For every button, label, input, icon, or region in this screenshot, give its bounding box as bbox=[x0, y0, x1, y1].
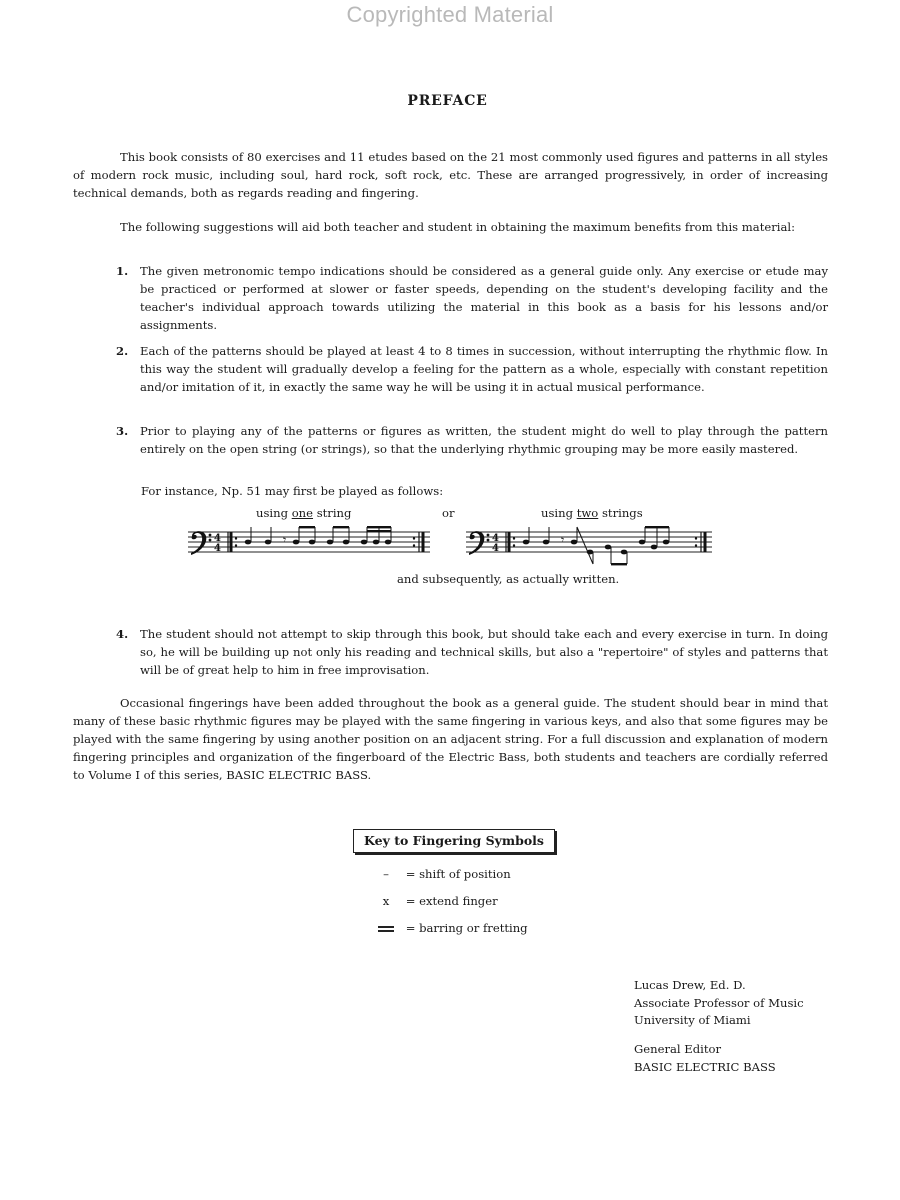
label-two-strings: using two strings bbox=[541, 506, 643, 520]
svg-text:𝄾: 𝄾 bbox=[283, 533, 287, 547]
time-signature bbox=[214, 533, 221, 554]
key-heading: Key to Fingering Symbols bbox=[353, 829, 555, 853]
list-item-number: 4. bbox=[116, 627, 129, 641]
example-caption: and subsequently, as actually written. bbox=[397, 572, 620, 586]
suggestions-paragraph: The following suggestions will aid both teacher and student in obtaining the maximum benefits from this material: bbox=[120, 220, 796, 234]
watermark: Copyrighted Material bbox=[346, 2, 554, 27]
svg-text:𝄾: 𝄾 bbox=[561, 533, 565, 547]
page-title: PREFACE bbox=[407, 93, 488, 109]
bass-clef-icon bbox=[191, 531, 211, 555]
example-intro: For instance, Np. 51 may first be played as follows: bbox=[141, 484, 444, 498]
svg-text:4: 4 bbox=[214, 543, 221, 554]
list-item bbox=[116, 625, 828, 679]
music-staff-two-strings bbox=[466, 522, 718, 568]
key-row-extend bbox=[370, 894, 498, 908]
list-item bbox=[116, 422, 828, 458]
list-item-number: 3. bbox=[116, 424, 129, 438]
author-name: Lucas Drew, Ed. D. bbox=[634, 978, 746, 992]
svg-text:4: 4 bbox=[214, 533, 221, 544]
label-one-string: using one string bbox=[256, 506, 352, 520]
series-name: BASIC ELECTRIC BASS bbox=[634, 1059, 776, 1074]
fingerings-paragraph: Occasional fingerings have been added throughout the book as a general guide. The student should bear in mind that many of these basic rhythmic figures may be played with the same fingering in various keys, and also that some figures may be played with the same fingering by using another position on an adjacent string. For a full discussion and explanation of modern fingering principles and organization of the fingerboard of the Electric Bass, both students and teachers are cordially referred to Volume I of this series, BASIC ELECTRIC BASS. bbox=[73, 696, 828, 782]
shift-symbol: – bbox=[383, 867, 389, 881]
svg-text:4: 4 bbox=[492, 543, 499, 554]
time-signature bbox=[492, 533, 499, 554]
extend-symbol: x bbox=[382, 894, 390, 908]
svg-text:4: 4 bbox=[492, 533, 499, 544]
editor-role: General Editor bbox=[634, 1042, 722, 1056]
list-item-text: Each of the patterns should be played at least 4 to 8 times in succession, without interrupting the rhythmic flow. In this way the student will gradually develop a feeling for the pattern as a whole, especially with constant repetition and/or imitation of it, in exactly the same way he will be using it in actual musical performance. bbox=[140, 344, 828, 394]
author-institution: University of Miami bbox=[634, 1013, 751, 1027]
signature-block bbox=[634, 977, 804, 1030]
list-item-text: The student should not attempt to skip through this book, but should take each and every exercise in turn. In doing so, he will be building up not only his reading and technical skills, but also a "repertoire" of styles and patterns that will be of great help to him in free improvisation. bbox=[140, 627, 828, 677]
key-row-shift bbox=[370, 867, 511, 881]
intro-paragraph: This book consists of 80 exercises and 11 etudes based on the 21 most commonly used figures and patterns in all styles of modern rock music, including soul, hard rock, soft rock, etc. These are arranged progressively, in order of increasing technical demands, both as regards reading and fingering. bbox=[73, 150, 828, 200]
editor-block bbox=[634, 1041, 776, 1076]
music-staff-one-string bbox=[188, 522, 436, 564]
list-item-number: 2. bbox=[116, 344, 129, 358]
key-meaning: = extend finger bbox=[405, 894, 498, 908]
list-item bbox=[116, 262, 828, 334]
list-item-text: Prior to playing any of the patterns or figures as written, the student might do well to play through the pattern entirely on the open string (or strings), so that the underlying rhythmic grouping may be more easily mastered. bbox=[140, 424, 828, 456]
key-meaning: = shift of position bbox=[405, 867, 511, 881]
list-item-number: 1. bbox=[116, 264, 129, 278]
bass-clef-icon bbox=[469, 531, 489, 555]
key-meaning: = barring or fretting bbox=[405, 921, 528, 935]
barring-symbol-icon bbox=[370, 921, 402, 935]
label-or: or bbox=[442, 506, 455, 520]
key-row-barring bbox=[370, 921, 528, 935]
list-item-text: The given metronomic tempo indications should be considered as a general guide only. Any exercise or etude may be practiced or performed at slower or faster speeds, depending on the student's developing facility and the teacher's individual approach towards utilizing the material in this book as a basis for his lessons and/or assignments. bbox=[140, 264, 828, 332]
author-position: Associate Professor of Music bbox=[634, 995, 804, 1010]
list-item bbox=[116, 342, 828, 396]
